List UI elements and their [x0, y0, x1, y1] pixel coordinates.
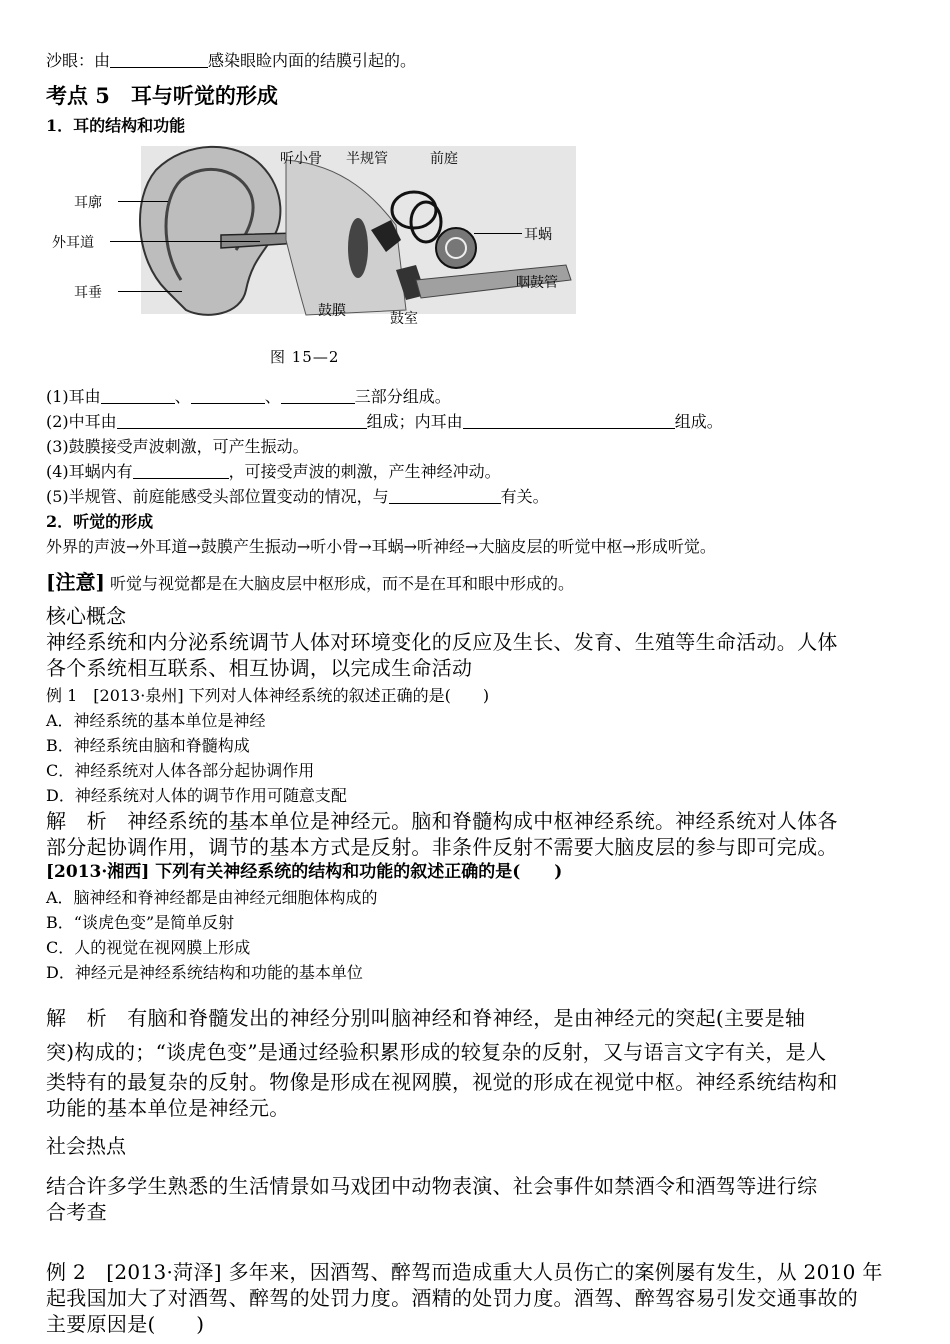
example-1-option-d: D．神经系统对人体的调节作用可随意支配 — [46, 786, 347, 805]
example-2-line-1: 例 2 [2013·菏泽] 多年来，因酒驾、醉驾而造成重大人员伤亡的案例屡有发生，从 2010 年 — [46, 1260, 883, 1284]
xiangxi-analysis-4: 功能的基本单位是神经元。 — [46, 1096, 290, 1120]
answer-blank — [110, 51, 208, 68]
answer-blank — [133, 462, 229, 479]
answer-blank — [191, 387, 265, 404]
trachoma-line: 沙眼：由 感染眼睑内面的结膜引起的。 — [46, 51, 417, 70]
label-pinna: 耳廓 — [74, 195, 102, 211]
example-1-option-a: A．神经系统的基本单位是神经 — [46, 711, 266, 730]
xiangxi-analysis-2: 突)构成的；“谈虎色变”是通过经验积累形成的较复杂的反射，又与语言文字有关，是人 — [46, 1040, 827, 1064]
social-hotspot-line-2: 合考查 — [46, 1200, 107, 1224]
label-ear-canal: 外耳道 — [52, 235, 94, 251]
example-1-analysis-2: 部分起协调作用，调节的基本方式是反射。非条件反射不需要大脑皮层的参与即可完成。 — [46, 835, 838, 859]
question-3: (3)鼓膜接受声波刺激，可产生振动。 — [46, 437, 309, 456]
question-4: (4)耳蜗内有 ，可接受声波的刺激，产生神经冲动。 — [46, 462, 501, 481]
cochlea-shape — [436, 228, 476, 268]
core-concept-line-2: 各个系统相互联系、相互协调，以完成生命活动 — [46, 656, 473, 680]
label-ossicles: 听小骨 — [280, 151, 322, 167]
example-2-line-3: 主要原因是( ) — [46, 1312, 205, 1336]
note-line: [注意] 听觉与视觉都是在大脑皮层中枢形成，而不是在耳和眼中形成的。 — [46, 570, 575, 594]
xiangxi-question-stem: [2013·湘西] 下列有关神经系统的结构和功能的叙述正确的是( ) — [46, 862, 563, 882]
question-1: (1)耳由 、 、 三部分组成。 — [46, 387, 451, 406]
xiangxi-analysis-3: 类特有的最复杂的反射。物像是形成在视网膜，视觉的形成在视觉中枢。神经系统结构和 — [46, 1070, 838, 1094]
example-1-stem: 例 1 [2013·泉州] 下列对人体神经系统的叙述正确的是( ) — [46, 686, 490, 705]
answer-blank — [281, 387, 355, 404]
label-tympanic-cavity: 鼓室 — [390, 311, 418, 327]
leader-line — [110, 241, 260, 242]
xiangxi-option-b: B．“谈虎色变”是简单反射 — [46, 913, 235, 932]
section-title: 考点 5 耳与听觉的形成 — [46, 83, 278, 108]
ear-structure-figure — [46, 140, 606, 380]
example-1-analysis-1: 解 析 神经系统的基本单位是神经元。脑和脊髓构成中枢神经系统。神经系统对人体各 — [46, 809, 838, 833]
answer-blank — [463, 412, 675, 429]
question-5: (5)半规管、前庭能感受头部位置变动的情况，与 有关。 — [46, 487, 549, 506]
social-hotspot-title: 社会热点 — [46, 1134, 126, 1158]
leader-line — [118, 291, 182, 292]
subsection-title: 1．耳的结构和功能 — [46, 116, 186, 135]
label-eustachian-tube: 咽鼓管 — [516, 275, 558, 291]
answer-blank — [101, 387, 175, 404]
figure-caption: 图 15—2 — [270, 348, 340, 366]
label-eardrum: 鼓膜 — [318, 303, 346, 319]
xiangxi-option-a: A．脑神经和脊神经都是由神经元细胞体构成的 — [46, 888, 378, 907]
note-tag: [注意] — [46, 570, 105, 594]
leader-line — [474, 233, 522, 234]
xiangxi-analysis-1: 解 析 有脑和脊髓发出的神经分别叫脑神经和脊神经，是由神经元的突起(主要是轴 — [46, 1006, 806, 1030]
document-page — [46, 44, 908, 1337]
label-semicircular-canals: 半规管 — [346, 151, 388, 167]
answer-blank — [389, 487, 501, 504]
question-2: (2)中耳由 组成；内耳由 组成。 — [46, 412, 723, 431]
xiangxi-option-c: C．人的视觉在视网膜上形成 — [46, 938, 251, 957]
hearing-path: 外界的声波→外耳道→鼓膜产生振动→听小骨→耳蜗→听神经→大脑皮层的听觉中枢→形成听觉。 — [46, 537, 716, 556]
label-cochlea: 耳蜗 — [524, 227, 552, 243]
answer-blank — [117, 412, 367, 429]
xiangxi-option-d: D．神经元是神经系统结构和功能的基本单位 — [46, 963, 363, 982]
leader-line — [118, 201, 168, 202]
eardrum-shape — [348, 218, 368, 278]
label-earlobe: 耳垂 — [74, 285, 102, 301]
core-concept-line-1: 神经系统和内分泌系统调节人体对环境变化的反应及生长、发育、生殖等生命活动。人体 — [46, 630, 838, 654]
label-vestibule: 前庭 — [430, 151, 458, 167]
example-2-line-2: 起我国加大了对酒驾、醉驾的处罚力度。酒精的处罚力度。酒驾、醉驾容易引发交通事故的 — [46, 1286, 858, 1310]
core-concept-title: 核心概念 — [46, 604, 126, 628]
example-1-option-b: B．神经系统由脑和脊髓构成 — [46, 736, 250, 755]
social-hotspot-line-1: 结合许多学生熟悉的生活情景如马戏团中动物表演、社会事件如禁酒令和酒驾等进行综 — [46, 1174, 818, 1198]
example-1-option-c: C．神经系统对人体各部分起协调作用 — [46, 761, 315, 780]
subsection-title: 2．听觉的形成 — [46, 512, 154, 531]
